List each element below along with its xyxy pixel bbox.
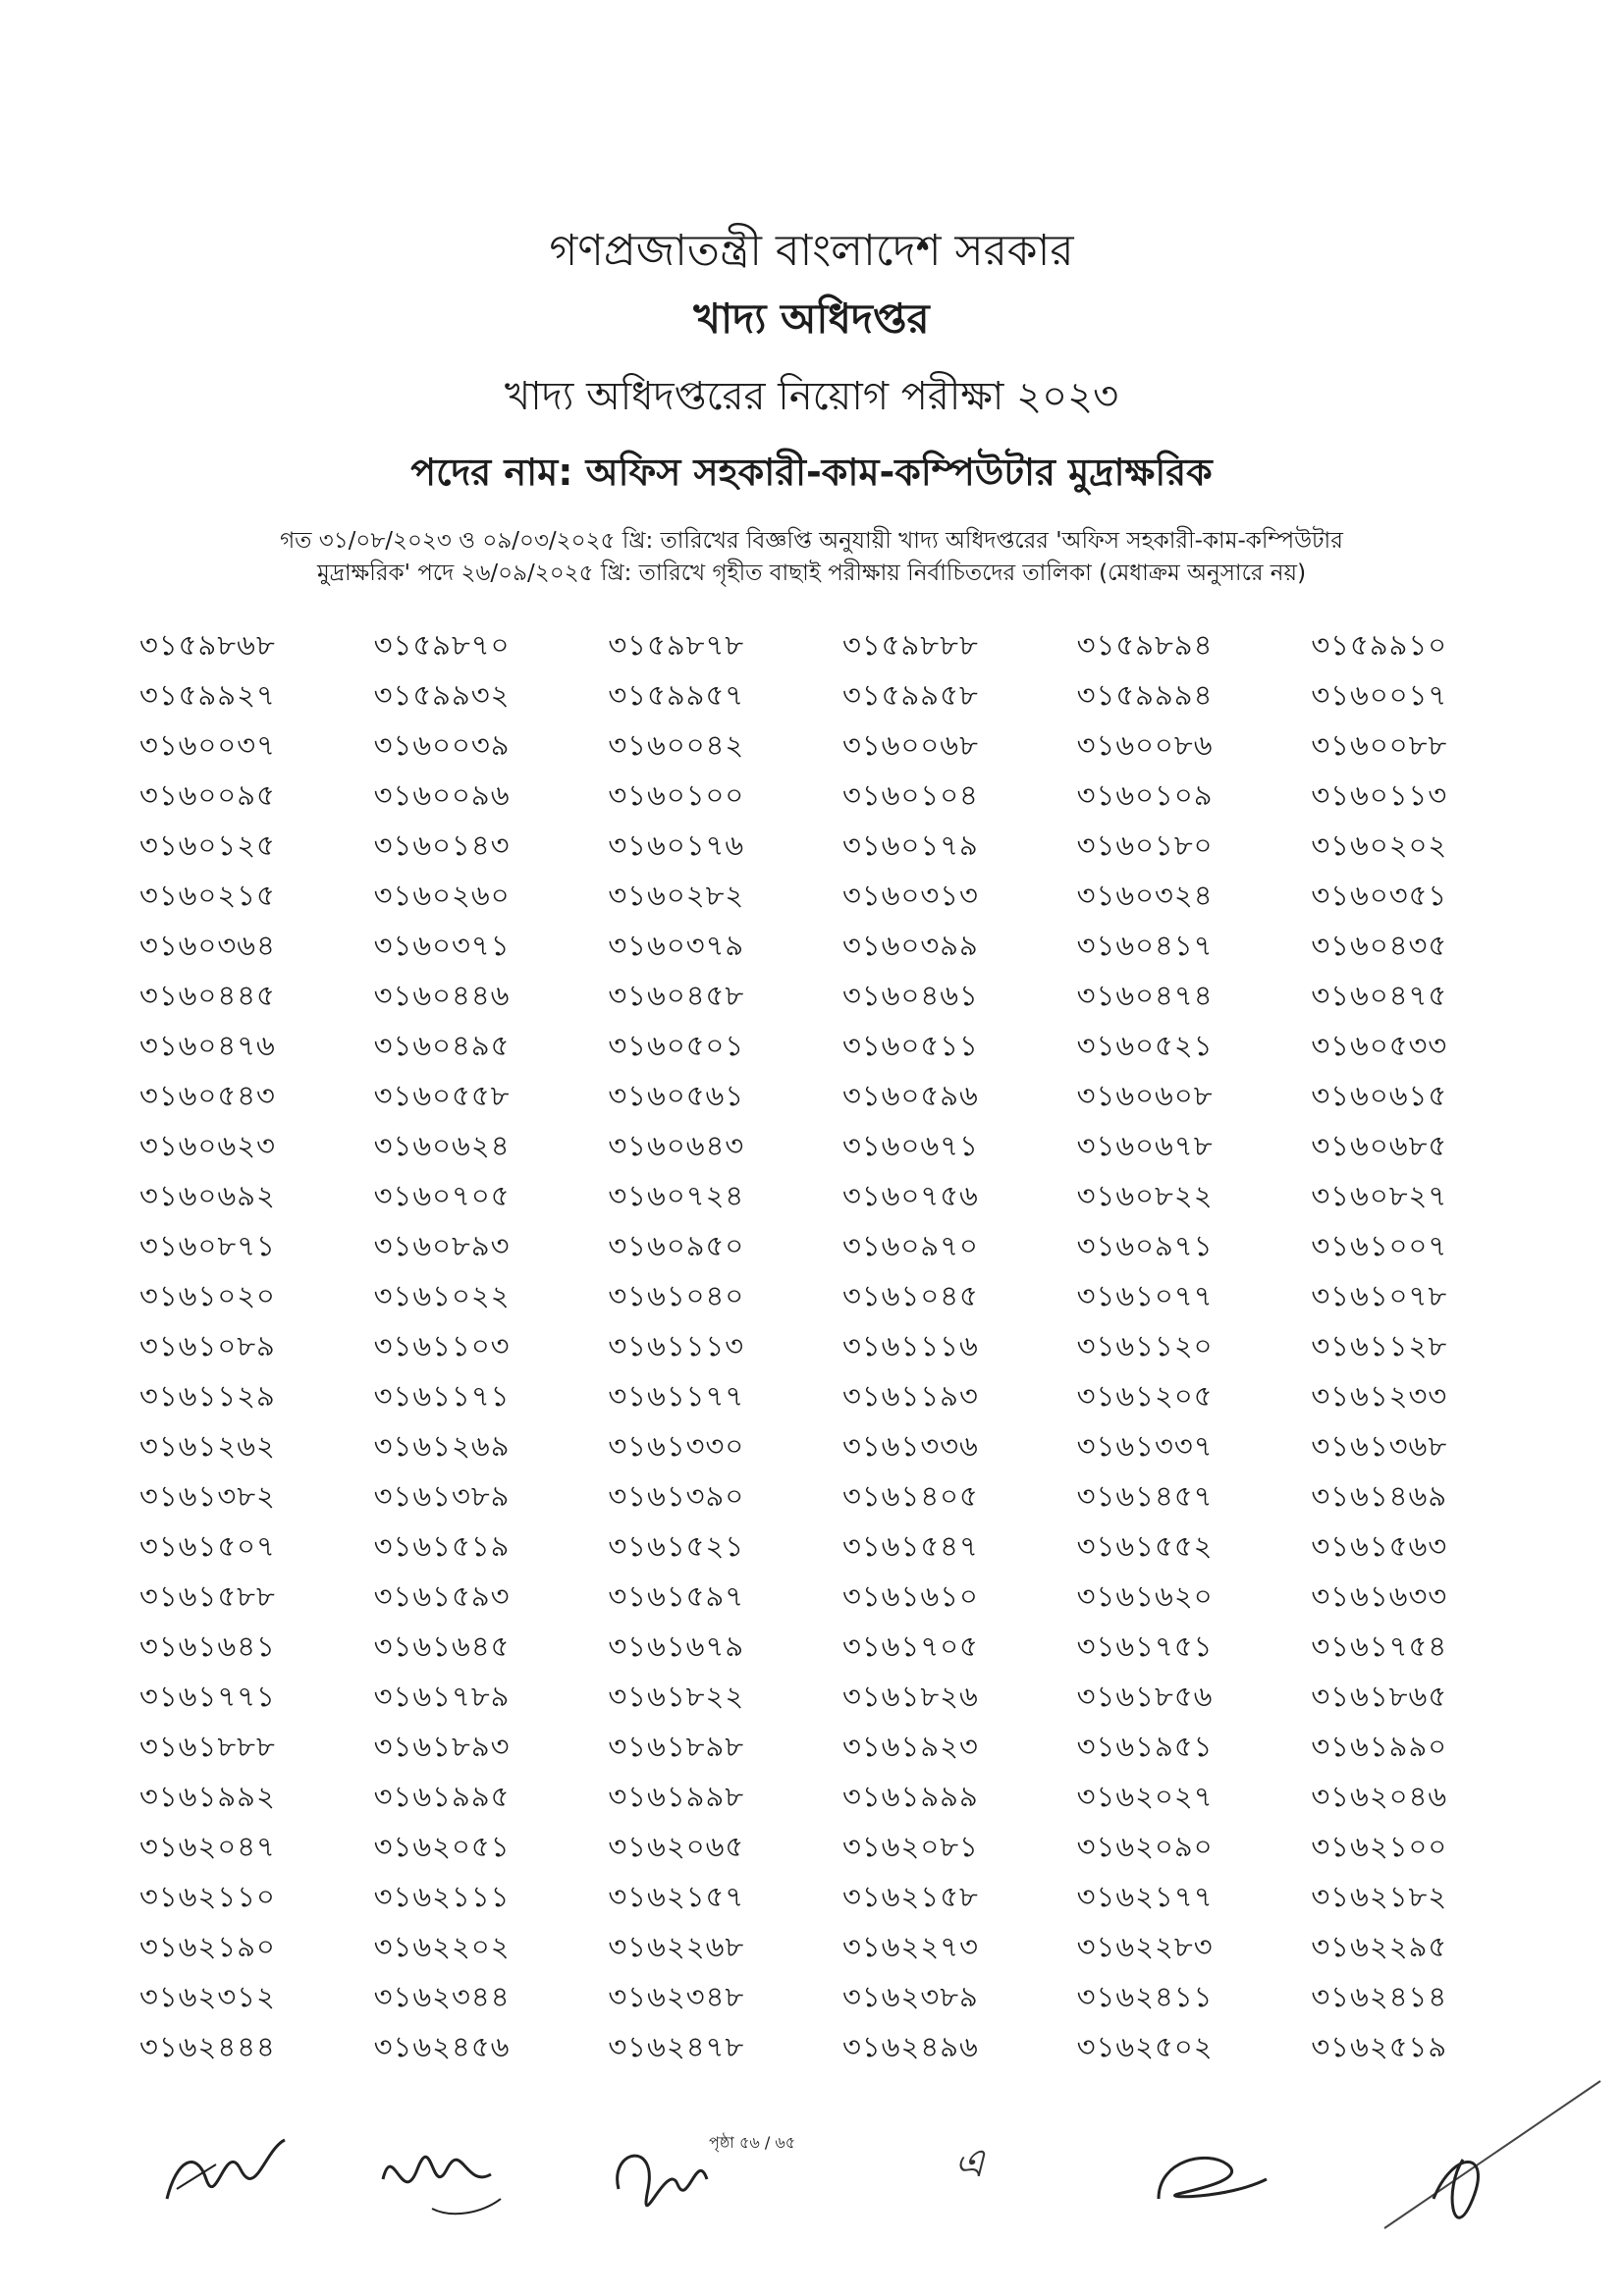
roll-number-cell: ৩১৬১৫২১ [608,1529,745,1563]
roll-number-cell: ৩১৬১০৭৮ [1311,1279,1448,1312]
roll-number-cell: ৩১৬১২৬২ [139,1429,276,1463]
roll-number-cell: ৩১৬১৫৯৩ [373,1579,511,1613]
roll-number-cell: ৩১৬১৫৯৭ [608,1579,745,1613]
roll-number-cell: ৩১৬১৯৫১ [1076,1730,1214,1763]
roll-number-cell: ৩১৬০০৩৭ [139,728,276,762]
roll-number-cell: ৩১৬১৭০৫ [842,1629,979,1663]
roll-number-cell: ৩১৫৯৯৫৮ [842,678,979,712]
roll-number-cell: ৩১৬০৬০৮ [1076,1079,1214,1112]
roll-number-cell: ৩১৬১০০৭ [1311,1229,1448,1262]
roll-number-cell: ৩১৬০৭২৪ [608,1179,745,1212]
roll-number-cell: ৩১৬০২০২ [1311,828,1448,862]
roll-number-cell: ৩১৬১৫৮৮ [139,1579,276,1613]
roll-number-cell: ৩১৬২০৮১ [842,1830,979,1863]
roll-number-cell: ৩১৬১১০৩ [373,1329,511,1362]
roll-number-cell: ৩১৬০১৮০ [1076,828,1214,862]
roll-number-cell: ৩১৬১২৩৩ [1311,1379,1448,1413]
roll-number-cell: ৩১৫৯৮৯৪ [1076,628,1214,662]
roll-number-cell: ৩১৬০৪৯৫ [373,1029,511,1062]
roll-number-cell: ৩১৬২৪৫৬ [373,2030,511,2063]
roll-number-cell: ৩১৬০৫৪৩ [139,1079,276,1112]
roll-number-cell: ৩১৫৯৯৫৭ [608,678,745,712]
roll-number-cell: ৩১৬০১৪৩ [373,828,511,862]
roll-number-cell: ৩১৬২০৯০ [1076,1830,1214,1863]
roll-number-cell: ৩১৬০৬৭৮ [1076,1129,1214,1162]
roll-number-cell: ৩১৬০৩১৩ [842,879,979,912]
roll-number-cell: ৩১৬১৯৯৮ [608,1780,745,1813]
roll-number-cell: ৩১৬০৮৯৩ [373,1229,511,1262]
roll-number-cell: ৩১৬২১১০ [139,1880,276,1913]
roll-number-cell: ৩১৬০৭৫৬ [842,1179,979,1212]
department-title: খাদ্য অধিদপ্তর [693,294,930,343]
roll-number-cell: ৩১৬১০৭৭ [1076,1279,1214,1312]
signature-5-icon [1375,2061,1610,2238]
roll-number-cell: ৩১৬২২৭৩ [842,1930,979,1963]
roll-number-cell: ৩১৬০৮২৭ [1311,1179,1448,1212]
roll-number-cell: ৩১৬১০২০ [139,1279,276,1312]
roll-number-cell: ৩১৬০২১৫ [139,879,276,912]
roll-number-cell: ৩১৬২১৮২ [1311,1880,1448,1913]
roll-number-cell: ৩১৬২৩৮৯ [842,1980,979,2013]
roll-number-cell: ৩১৬২২৮৩ [1076,1930,1214,1963]
roll-number-cell: ৩১৬১৪৬৯ [1311,1479,1448,1513]
roll-number-cell: ৩১৬১১২৯ [139,1379,276,1413]
roll-number-cell: ৩১৬১৬৭৯ [608,1629,745,1663]
roll-number-cell: ৩১৬১৯৯৯ [842,1780,979,1813]
roll-number-cell: ৩১৬২২০২ [373,1930,511,1963]
roll-number-cell: ৩১৬০১২৫ [139,828,276,862]
roll-number-cell: ৩১৬১৬৪১ [139,1629,276,1663]
roll-number-cell: ৩১৬০২৮২ [608,879,745,912]
roll-number-cell: ৩১৫৯৯১০ [1311,628,1448,662]
roll-number-cell: ৩১৬১৮২৬ [842,1680,979,1713]
page-number: পৃষ্ঠা ৫৬ / ৬৫ [709,2133,796,2152]
roll-number-cell: ৩১৬২২৬৮ [608,1930,745,1963]
roll-number-cell: ৩১৬০৪৫৮ [608,979,745,1012]
roll-number-cell: ৩১৬১১৯৩ [842,1379,979,1413]
roll-number-cell: ৩১৬২৩৪৮ [608,1980,745,2013]
roll-number-cell: ৩১৬০১০৯ [1076,778,1214,812]
roll-number-cell: ৩১৬১৫০৭ [139,1529,276,1563]
roll-number-cell: ৩১৬২২৯৫ [1311,1930,1448,1963]
roll-number-cell: ৩১৬২১০০ [1311,1830,1448,1863]
roll-number-cell: ৩১৬১৭৫৪ [1311,1629,1448,1663]
roll-number-cell: ৩১৫৯৯৩২ [373,678,511,712]
roll-number-cell: ৩১৬১৩৩৭ [1076,1429,1214,1463]
roll-number-cell: ৩১৬০৫২১ [1076,1029,1214,1062]
roll-number-cell: ৩১৬২১৯০ [139,1930,276,1963]
roll-number-cell: ৩১৬১৫৬৩ [1311,1529,1448,1563]
roll-number-cell: ৩১৬০৫০১ [608,1029,745,1062]
roll-number-cell: ৩১৬০৩৯৯ [842,929,979,962]
roll-number-cell: ৩১৬১৪০৫ [842,1479,979,1513]
roll-number-cell: ৩১৬০৬৭১ [842,1129,979,1162]
roll-number-cell: ৩১৬২১৫৮ [842,1880,979,1913]
roll-number-cell: ৩১৬২০৬৫ [608,1830,745,1863]
roll-number-cell: ৩১৬০৪৪৫ [139,979,276,1012]
roll-number-cell: ৩১৬১১৭৭ [608,1379,745,1413]
roll-number-cell: ৩১৬০৯৫০ [608,1229,745,1262]
roll-number-cell: ৩১৬১৮৯৮ [608,1730,745,1763]
roll-number-cell: ৩১৬০৩৭১ [373,929,511,962]
roll-number-cell: ৩১৬০০৬৮ [842,728,979,762]
roll-number-cell: ৩১৬০৪৭৪ [1076,979,1214,1012]
roll-number-cell: ৩১৬২৫১৯ [1311,2030,1448,2063]
roll-number-cell: ৩১৬১১২৮ [1311,1329,1448,1362]
roll-number-cell: ৩১৬০১৭৯ [842,828,979,862]
roll-number-cell: ৩১৬২৪৯৬ [842,2030,979,2063]
roll-number-cell: ৩১৬০৯৭০ [842,1229,979,1262]
roll-number-cell: ৩১৬০৬৯২ [139,1179,276,1212]
roll-number-cell: ৩১৬০৩৫১ [1311,879,1448,912]
roll-number-cell: ৩১৬২৪১১ [1076,1980,1214,2013]
roll-number-cell: ৩১৬১৬২০ [1076,1579,1214,1613]
roll-number-cell: ৩১৬১৫৪৭ [842,1529,979,1563]
roll-number-cell: ৩১৬১৮৯৩ [373,1730,511,1763]
roll-number-cell: ৩১৬১৯৯২ [139,1780,276,1813]
roll-number-cell: ৩১৬০৫৯৬ [842,1079,979,1112]
roll-number-cell: ৩১৬০৪৭৫ [1311,979,1448,1012]
roll-number-cell: ৩১৬০০১৭ [1311,678,1448,712]
roll-number-cell: ৩১৬০৪৭৬ [139,1029,276,1062]
roll-number-cell: ৩১৬২৩১২ [139,1980,276,2013]
roll-number-cell: ৩১৬১১২০ [1076,1329,1214,1362]
post-name: পদের নাম: অফিস সহকারী-কাম-কম্পিউটার মুদ্রাক্ষরিক [410,451,1213,494]
roll-number-cell: ৩১৬১৫৫২ [1076,1529,1214,1563]
roll-number-cell: ৩১৬২০৪৬ [1311,1780,1448,1813]
roll-number-cell: ৩১৬০১৭৬ [608,828,745,862]
roll-number-cell: ৩১৬১৭৮৯ [373,1680,511,1713]
roll-number-cell: ৩১৬২০২৭ [1076,1780,1214,1813]
roll-number-cell: ৩১৬২৪৪৪ [139,2030,276,2063]
roll-number-cell: ৩১৬১২৬৯ [373,1429,511,1463]
notice-line-2: মুদ্রাক্ষরিক' পদে ২৬/০৯/২০২৫ খ্রি: তারিখে গৃহীত বাছাই পরীক্ষায় নির্বাচিতদের তালিকা (মেধাক্রম অনুসারে নয়) [316,561,1307,586]
roll-number-cell: ৩১৫৯৮৬৮ [139,628,276,662]
roll-number-cell: ৩১৬০০৯৬ [373,778,511,812]
roll-number-cell: ৩১৬০০৮৬ [1076,728,1214,762]
roll-number-cell: ৩১৬০৩৭৯ [608,929,745,962]
roll-number-cell: ৩১৫৯৮৭০ [373,628,511,662]
roll-number-cell: ৩১৬০০৩৯ [373,728,511,762]
roll-number-grid [116,620,1522,2072]
roll-number-cell: ৩১৬০৬২৪ [373,1129,511,1162]
roll-number-cell: ৩১৬১৮৬৫ [1311,1680,1448,1713]
roll-number-cell: ৩১৬২১১১ [373,1880,511,1913]
roll-number-cell: ৩১৬০৬৮৫ [1311,1129,1448,1162]
exam-title: খাদ্য অধিদপ্তরের নিয়োগ পরীক্ষা ২০২৩ [504,374,1119,419]
roll-number-cell: ৩১৬১০২২ [373,1279,511,1312]
roll-number-cell: ৩১৬১৭৫১ [1076,1629,1214,1663]
roll-number-cell: ৩১৬১০৮৯ [139,1329,276,1362]
roll-number-cell: ৩১৬০৯৭১ [1076,1229,1214,1262]
roll-number-cell: ৩১৬০১০০ [608,778,745,812]
roll-number-cell: ৩১৬০৮২২ [1076,1179,1214,1212]
roll-number-cell: ৩১৬১৮২২ [608,1680,745,1713]
roll-number-cell: ৩১৬০৪৪৬ [373,979,511,1012]
roll-number-cell: ৩১৬০৬৪৩ [608,1129,745,1162]
roll-number-cell: ৩১৬০৩৬৪ [139,929,276,962]
roll-number-cell: ৩১৬০০৪২ [608,728,745,762]
signature-4-icon [1139,2120,1296,2228]
roll-number-cell: ৩১৫৯৮৭৮ [608,628,745,662]
signature-1-icon [147,2120,304,2228]
signature-2-icon [373,2120,530,2228]
handwritten-initial: এ [954,2141,985,2186]
roll-number-cell: ৩১৬১৩৯০ [608,1479,745,1513]
roll-number-cell: ৩১৬২১৭৭ [1076,1880,1214,1913]
roll-number-cell: ৩১৬১৬১০ [842,1579,979,1613]
roll-number-cell: ৩১৬০২৬০ [373,879,511,912]
roll-number-cell: ৩১৬০৪১৭ [1076,929,1214,962]
roll-number-cell: ৩১৬২৩৪৪ [373,1980,511,2013]
roll-number-cell: ৩১৬০৪৬১ [842,979,979,1012]
roll-number-cell: ৩১৬০৮৭১ [139,1229,276,1262]
roll-number-cell: ৩১৬১৯৯৫ [373,1780,511,1813]
roll-number-cell: ৩১৬২৪৭৮ [608,2030,745,2063]
roll-number-cell: ৩১৬১৪৫৭ [1076,1479,1214,1513]
roll-number-cell: ৩১৬০৫১১ [842,1029,979,1062]
roll-number-cell: ৩১৬২১৫৭ [608,1880,745,1913]
roll-number-cell: ৩১৬১৩৮৯ [373,1479,511,1513]
roll-number-cell: ৩১৬০১১৩ [1311,778,1448,812]
roll-number-cell: ৩১৬১৮৮৮ [139,1730,276,1763]
roll-number-cell: ৩১৬২৪১৪ [1311,1980,1448,2013]
roll-number-cell: ৩১৬১৩৮২ [139,1479,276,1513]
roll-number-cell: ৩১৬১১১৩ [608,1329,745,1362]
roll-number-cell: ৩১৬০৭০৫ [373,1179,511,1212]
roll-number-cell: ৩১৬০৩২৪ [1076,879,1214,912]
government-title: গণপ্রজাতন্ত্রী বাংলাদেশ সরকার [549,226,1074,276]
roll-number-cell: ৩১৬১১১৬ [842,1329,979,1362]
roll-number-cell: ৩১৬১৮৫৬ [1076,1680,1214,1713]
roll-number-cell: ৩১৬১০৪০ [608,1279,745,1312]
roll-number-cell: ৩১৬১৫১৯ [373,1529,511,1563]
roll-number-cell: ৩১৬১৬৩৩ [1311,1579,1448,1613]
roll-number-cell: ৩১৬০৬১৫ [1311,1079,1448,1112]
roll-number-cell: ৩১৬২৫০২ [1076,2030,1214,2063]
notice-line-1: গত ৩১/০৮/২০২৩ ও ০৯/০৩/২০২৫ খ্রি: তারিখের বিজ্ঞপ্তি অনুযায়ী খাদ্য অধিদপ্তরের 'অফিস সহকারী-কাম-কম্পিউটার [280,528,1343,554]
roll-number-cell: ৩১৬০০৯৫ [139,778,276,812]
roll-number-cell: ৩১৬১৬৪৫ [373,1629,511,1663]
roll-number-cell: ৩১৬১০৪৫ [842,1279,979,1312]
roll-number-cell: ৩১৫৯৯২৭ [139,678,276,712]
roll-number-cell: ৩১৬০৪৩৫ [1311,929,1448,962]
roll-number-cell: ৩১৬০৫৬১ [608,1079,745,1112]
roll-number-cell: ৩১৬১২০৫ [1076,1379,1214,1413]
roll-number-cell: ৩১৬১৩৩৬ [842,1429,979,1463]
roll-number-cell: ৩১৬১৩৬৮ [1311,1429,1448,1463]
roll-number-cell: ৩১৬০৫৩৩ [1311,1029,1448,1062]
roll-number-cell: ৩১৬২০৪৭ [139,1830,276,1863]
roll-number-cell: ৩১৬০৬২৩ [139,1129,276,1162]
roll-number-cell: ৩১৬১৯২৩ [842,1730,979,1763]
roll-number-cell: ৩১৬০৫৫৮ [373,1079,511,1112]
roll-number-cell: ৩১৬০০৮৮ [1311,728,1448,762]
roll-number-cell: ৩১৫৯৮৮৮ [842,628,979,662]
roll-number-cell: ৩১৬১৩৩০ [608,1429,745,1463]
roll-number-cell: ৩১৬১৯৯০ [1311,1730,1448,1763]
roll-number-cell: ৩১৬১১৭১ [373,1379,511,1413]
roll-number-cell: ৩১৫৯৯৯৪ [1076,678,1214,712]
roll-number-cell: ৩১৬০১০৪ [842,778,979,812]
roll-number-cell: ৩১৬১৭৭১ [139,1680,276,1713]
roll-number-cell: ৩১৬২০৫১ [373,1830,511,1863]
